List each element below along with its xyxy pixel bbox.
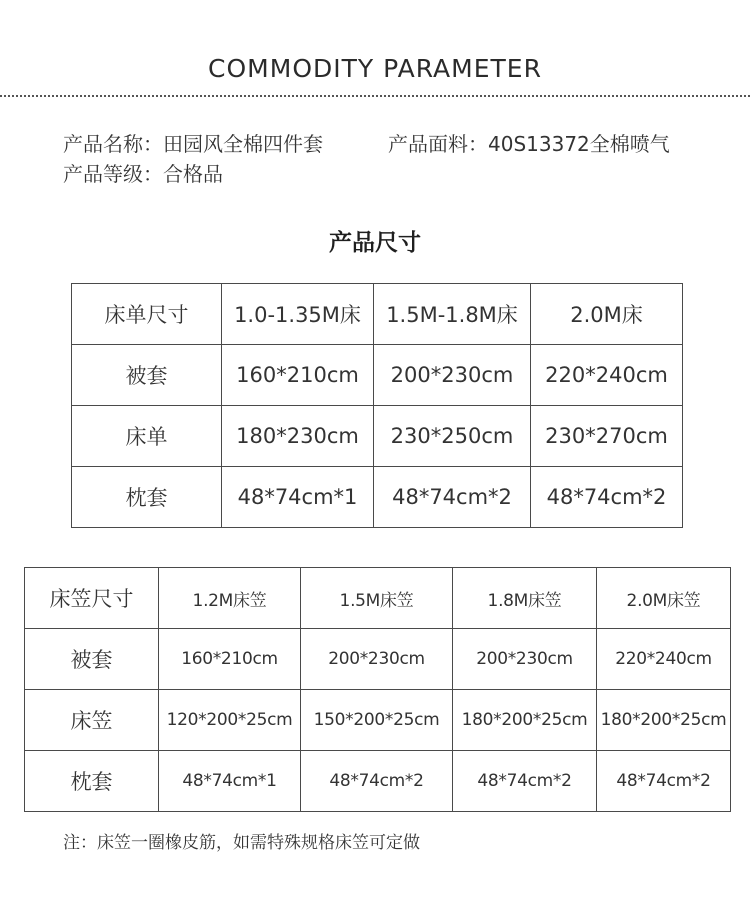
table-header-cell: 2.0M床 — [531, 284, 683, 345]
table-header-cell: 1.5M床笠 — [301, 568, 453, 629]
table-header-cell: 1.8M床笠 — [453, 568, 597, 629]
table-cell: 48*74cm*2 — [531, 467, 683, 528]
table-row — [72, 406, 683, 467]
table-cell: 48*74cm*2 — [301, 751, 453, 812]
table-header-cell: 1.5M-1.8M床 — [374, 284, 531, 345]
table-cell: 230*270cm — [531, 406, 683, 467]
row-label: 被套 — [72, 345, 222, 406]
footnote: 注：床笠一圈橡皮筋，如需特殊规格床笠可定做 — [63, 833, 420, 853]
table-cell: 200*230cm — [453, 629, 597, 690]
table-header-cell: 1.2M床笠 — [159, 568, 301, 629]
dotted-divider — [0, 95, 750, 97]
table-header-row — [72, 284, 683, 345]
table-cell: 200*230cm — [374, 345, 531, 406]
table-row — [72, 345, 683, 406]
row-label: 枕套 — [25, 751, 159, 812]
table-header-row — [25, 568, 731, 629]
product-grade: 产品等级：合格品 — [63, 162, 223, 186]
table-cell: 48*74cm*1 — [159, 751, 301, 812]
table-cell: 48*74cm*2 — [374, 467, 531, 528]
table-cell: 160*210cm — [159, 629, 301, 690]
table-cell: 48*74cm*2 — [597, 751, 731, 812]
table-cell: 48*74cm*2 — [453, 751, 597, 812]
table-cell: 220*240cm — [531, 345, 683, 406]
table-row — [25, 629, 731, 690]
table-header-cell: 2.0M床笠 — [597, 568, 731, 629]
table-cell: 120*200*25cm — [159, 690, 301, 751]
table-row — [72, 467, 683, 528]
table-cell: 230*250cm — [374, 406, 531, 467]
table-header-cell: 1.0-1.35M床 — [222, 284, 374, 345]
table-cell: 220*240cm — [597, 629, 731, 690]
product-name: 产品名称：田园风全棉四件套 — [63, 132, 323, 156]
table-row — [25, 751, 731, 812]
table-header-cell: 床单尺寸 — [72, 284, 222, 345]
product-fabric: 产品面料：40S13372全棉喷气 — [388, 132, 670, 156]
commodity-parameter-title: COMMODITY PARAMETER — [208, 54, 542, 83]
row-label: 床笠 — [25, 690, 159, 751]
table-cell: 180*200*25cm — [597, 690, 731, 751]
fitted-sheet-size-table — [24, 567, 731, 812]
sheet-size-table — [71, 283, 683, 528]
row-label: 床单 — [72, 406, 222, 467]
row-label: 枕套 — [72, 467, 222, 528]
table-cell: 160*210cm — [222, 345, 374, 406]
table-cell: 180*230cm — [222, 406, 374, 467]
table-cell: 48*74cm*1 — [222, 467, 374, 528]
row-label: 被套 — [25, 629, 159, 690]
table-row — [25, 690, 731, 751]
table-header-cell: 床笠尺寸 — [25, 568, 159, 629]
table-cell: 180*200*25cm — [453, 690, 597, 751]
table-cell: 150*200*25cm — [301, 690, 453, 751]
table-cell: 200*230cm — [301, 629, 453, 690]
product-size-title: 产品尺寸 — [329, 230, 421, 256]
